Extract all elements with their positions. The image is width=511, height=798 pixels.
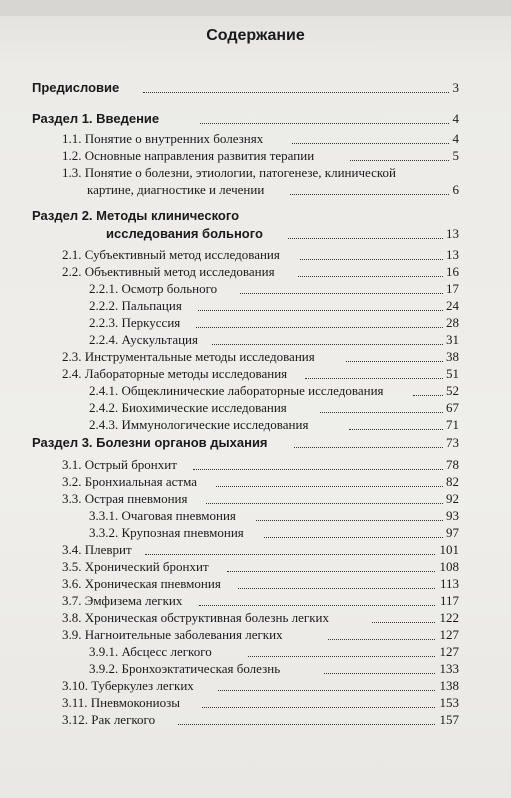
leader-dots [206, 503, 443, 504]
leader-dots [305, 378, 443, 379]
toc-entry: 3.1. Острый бронхит 78 [62, 457, 459, 472]
toc-entry: 2.1. Субъективный метод исследования 13 [62, 247, 459, 262]
leader-dots [294, 447, 443, 448]
toc-entry: 2.4.2. Биохимические исследования 67 [89, 400, 459, 415]
toc-entry: 2.4.3. Иммунологические исследования 71 [89, 417, 459, 432]
toc-entry: 2.3. Инструментальные методы исследования 38 [62, 349, 459, 364]
page-title: Содержание [206, 27, 305, 44]
toc-entry: 3.3.2. Крупозная пневмония 97 [89, 525, 459, 540]
leader-dots [212, 344, 443, 345]
leader-dots [256, 520, 443, 521]
leader-dots [240, 293, 443, 294]
toc-entry: 3.12. Рак легкого 157 [62, 712, 459, 727]
top-page-edge [0, 0, 511, 16]
toc-entry: 3.9.1. Абсцесс легкого 127 [89, 644, 459, 659]
leader-dots [350, 160, 449, 161]
leader-dots [145, 554, 435, 555]
leader-dots [264, 537, 443, 538]
leader-dots [292, 143, 449, 144]
toc-entry: 1.3. Понятие о болезни, этиологии, патогенезе, клинической [62, 165, 396, 180]
toc-entry: 3.8. Хроническая обструктивная болезнь легких 122 [62, 610, 459, 625]
leader-dots [320, 412, 443, 413]
leader-dots [324, 673, 435, 674]
leader-dots [218, 690, 435, 691]
leader-dots [199, 605, 435, 606]
toc-entry: 3.9. Нагноительные заболевания легких 127 [62, 627, 459, 642]
toc-entry: 3.3.1. Очаговая пневмония 93 [89, 508, 459, 523]
toc-section-2: Раздел 2. Методы клинического [32, 208, 240, 223]
leader-dots [288, 238, 443, 239]
leader-dots [196, 327, 443, 328]
toc-section-2: исследования больного 13 [106, 226, 459, 241]
toc-entry: 2.4.1. Общеклинические лабораторные исследования 52 [89, 383, 459, 398]
toc-entry: 2.2.1. Осмотр больного 17 [89, 281, 459, 296]
leader-dots [202, 707, 435, 708]
toc-entry: 3.11. Пневмокониозы 153 [62, 695, 459, 710]
leader-dots [178, 724, 435, 725]
toc-entry: 2.2. Объективный метод исследования 16 [62, 264, 459, 279]
toc-section-3: Раздел 3. Болезни органов дыхания 73 [32, 435, 459, 450]
toc-entry: 3.9.2. Бронхоэктатическая болезнь 133 [89, 661, 459, 676]
toc-entry: 3.6. Хроническая пневмония 113 [62, 576, 459, 591]
toc-section-1: Раздел 1. Введение 4 [32, 111, 459, 126]
toc-entry: 2.4. Лабораторные методы исследования 51 [62, 366, 459, 381]
toc-entry: 3.3. Острая пневмония 92 [62, 491, 459, 506]
leader-dots [349, 429, 443, 430]
toc-entry: 2.2.3. Перкуссия 28 [89, 315, 459, 330]
leader-dots [290, 194, 449, 195]
toc-entry: 1.1. Понятие о внутренних болезнях 4 [62, 131, 459, 146]
leader-dots [238, 588, 435, 589]
toc-entry: 2.2.4. Аускультация 31 [89, 332, 459, 347]
toc-entry: 3.2. Бронхиальная астма 82 [62, 474, 459, 489]
toc-entry: 3.4. Плеврит 101 [62, 542, 459, 557]
leader-dots [372, 622, 435, 623]
leader-dots [143, 92, 449, 93]
leader-dots [216, 486, 443, 487]
leader-dots [300, 259, 443, 260]
toc-entry: 3.5. Хронический бронхит 108 [62, 559, 459, 574]
leader-dots [248, 656, 435, 657]
leader-dots [298, 276, 443, 277]
toc-entry: 1.2. Основные направления развития терапии 5 [62, 148, 459, 163]
leader-dots [198, 310, 443, 311]
leader-dots [193, 469, 443, 470]
leader-dots [227, 571, 435, 572]
leader-dots [413, 395, 443, 396]
leader-dots [200, 123, 449, 124]
toc-entry: картине, диагностике и лечении 6 [87, 182, 459, 197]
leader-dots [328, 639, 435, 640]
leader-dots [346, 361, 443, 362]
toc-preface: Предисловие 3 [32, 80, 459, 95]
toc-entry: 3.10. Туберкулез легких 138 [62, 678, 459, 693]
toc-entry: 3.7. Эмфизема легких 117 [62, 593, 459, 608]
toc-entry: 2.2.2. Пальпация 24 [89, 298, 459, 313]
